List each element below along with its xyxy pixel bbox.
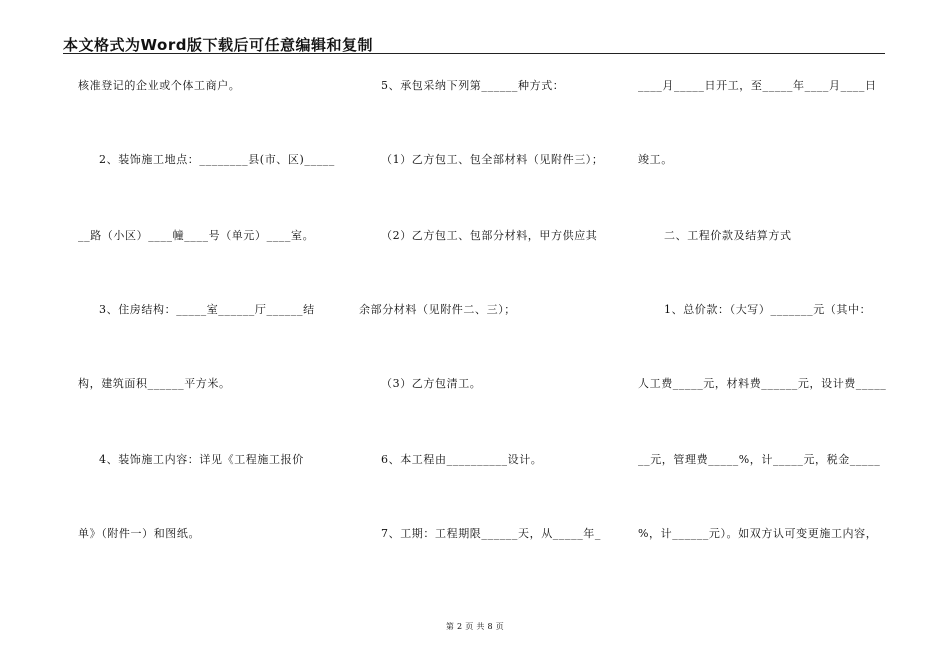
text-line: （3）乙方包清工。 bbox=[381, 377, 482, 390]
document-header-title: 本文格式为Word版下载后可任意编辑和复制 bbox=[63, 36, 373, 54]
text-line: 余部分材料（见附件二、三）； bbox=[359, 303, 516, 316]
page-number: 第 2 页 共 8 页 bbox=[445, 622, 505, 631]
text-line: 6、本工程由__________设计。 bbox=[381, 453, 543, 466]
text-line: （2）乙方包工、包部分材料，甲方供应其 bbox=[381, 229, 598, 242]
text-column-left bbox=[0, 0, 335, 600]
text-column-right bbox=[630, 0, 950, 600]
text-line: 5、承包采纳下列第______种方式： bbox=[381, 79, 565, 92]
text-line: 4、装饰施工内容：详见《工程施工报价 bbox=[99, 453, 304, 466]
text-line: 竣工。 bbox=[638, 153, 673, 166]
text-line: ____月_____日开工，至_____年____月____日 bbox=[638, 79, 877, 92]
text-line: 2、装饰施工地点：________县(市、区)_____ bbox=[99, 153, 335, 166]
text-line: 3、住房结构：_____室______厅______结 bbox=[99, 303, 315, 316]
text-line: 1、总价款：（大写）_______元（其中： bbox=[664, 303, 872, 316]
text-line: %，计______元）。如双方认可变更施工内容， bbox=[638, 527, 878, 540]
text-line: （1）乙方包工、包全部材料（见附件三）； bbox=[381, 153, 604, 166]
text-line: 单》（附件一）和图纸。 bbox=[78, 527, 201, 540]
section-heading: 二、工程价款及结算方式 bbox=[664, 229, 792, 242]
text-line: __路（小区）____幢____号（单元）____室。 bbox=[78, 229, 315, 242]
text-line: 核准登记的企业或个体工商户。 bbox=[78, 79, 241, 92]
text-column-middle bbox=[330, 0, 630, 600]
text-line: 构，建筑面积______平方米。 bbox=[78, 377, 231, 390]
text-line: 人工费_____元，材料费______元，设计费_____ bbox=[638, 377, 887, 390]
text-line: 7、工期：工程期限______天，从_____年_ bbox=[381, 527, 601, 540]
text-line: __元，管理费_____%，计_____元，税金_____ bbox=[638, 453, 881, 466]
